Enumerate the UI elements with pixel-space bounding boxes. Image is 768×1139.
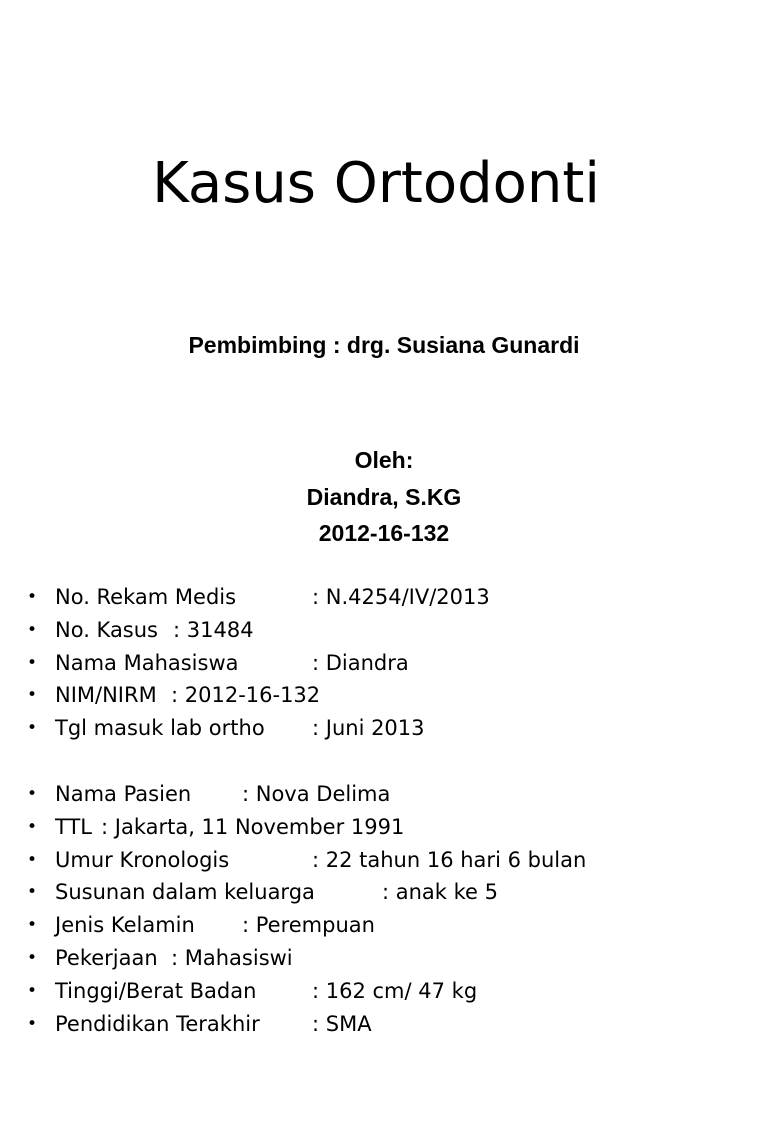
field-label: Nama Mahasiswa	[55, 650, 239, 675]
field-value: : 31484	[173, 617, 254, 642]
list-item	[0, 942, 293, 975]
field-label: Tinggi/Berat Badan	[55, 978, 257, 1003]
bullet-icon: •	[27, 685, 38, 706]
field-value: : 2012-16-132	[171, 683, 321, 708]
list-item	[0, 975, 478, 1008]
field-value: : 22 tahun 16 hari 6 bulan	[312, 847, 587, 872]
field-label: No. Kasus	[55, 617, 159, 642]
field-label: No. Rekam Medis	[55, 585, 237, 609]
bullet-icon: •	[27, 849, 38, 870]
field-value: : Mahasiswi	[171, 945, 293, 970]
author-block	[0, 442, 768, 552]
field-value: : Diandra	[312, 650, 409, 675]
bullet-icon: •	[27, 882, 38, 903]
bullet-icon: •	[27, 1013, 38, 1034]
list-item	[0, 679, 321, 712]
slide-title: Kasus Ortodonti	[152, 151, 600, 216]
list-item	[0, 811, 405, 844]
author-name: Diandra, S.KG	[306, 483, 462, 510]
bullet-icon: •	[27, 652, 38, 673]
bullet-icon: •	[27, 619, 38, 640]
field-label: Jenis Kelamin	[55, 913, 195, 938]
bullet-icon: •	[27, 718, 38, 739]
list-item	[0, 876, 499, 909]
list-item	[0, 778, 391, 811]
field-label: Susunan dalam keluarga	[55, 880, 315, 905]
field-label: Tgl masuk lab ortho	[55, 716, 265, 741]
field-label: Umur Kronologis	[55, 847, 230, 872]
list-item	[0, 844, 587, 877]
bullet-icon: •	[27, 915, 38, 936]
list-item	[0, 909, 375, 942]
list-spacer	[0, 745, 27, 778]
field-label: TTL	[55, 814, 92, 839]
field-label: NIM/NIRM	[55, 683, 157, 708]
bullet-icon: •	[27, 587, 38, 607]
bullet-icon: •	[27, 980, 38, 1001]
field-value: : Perempuan	[242, 913, 375, 938]
list-item	[0, 712, 425, 745]
field-label: Nama Pasien	[55, 781, 192, 806]
supervisor-line: Pembimbing : drg. Susiana Gunardi	[188, 332, 580, 358]
author-by-label: Oleh:	[354, 447, 414, 473]
bullet-icon: •	[27, 816, 38, 837]
field-value: : anak ke 5	[382, 880, 499, 905]
author-id: 2012-16-132	[318, 520, 450, 546]
case-info-list	[0, 581, 587, 1040]
field-label: Pendidikan Terakhir	[55, 1011, 260, 1036]
bullet-icon: •	[27, 783, 38, 804]
list-item	[0, 647, 409, 680]
bullet-icon: •	[27, 947, 38, 968]
field-value: : Jakarta, 11 November 1991	[101, 814, 405, 839]
field-value: : Juni 2013	[312, 716, 425, 741]
field-value: : SMA	[312, 1011, 372, 1036]
field-value: : N.4254/IV/2013	[312, 585, 490, 609]
field-value: : Nova Delima	[242, 781, 391, 806]
field-value: : 162 cm/ 47 kg	[312, 978, 478, 1003]
list-item	[0, 581, 490, 614]
list-item	[0, 614, 254, 647]
field-label: Pekerjaan	[55, 945, 158, 970]
